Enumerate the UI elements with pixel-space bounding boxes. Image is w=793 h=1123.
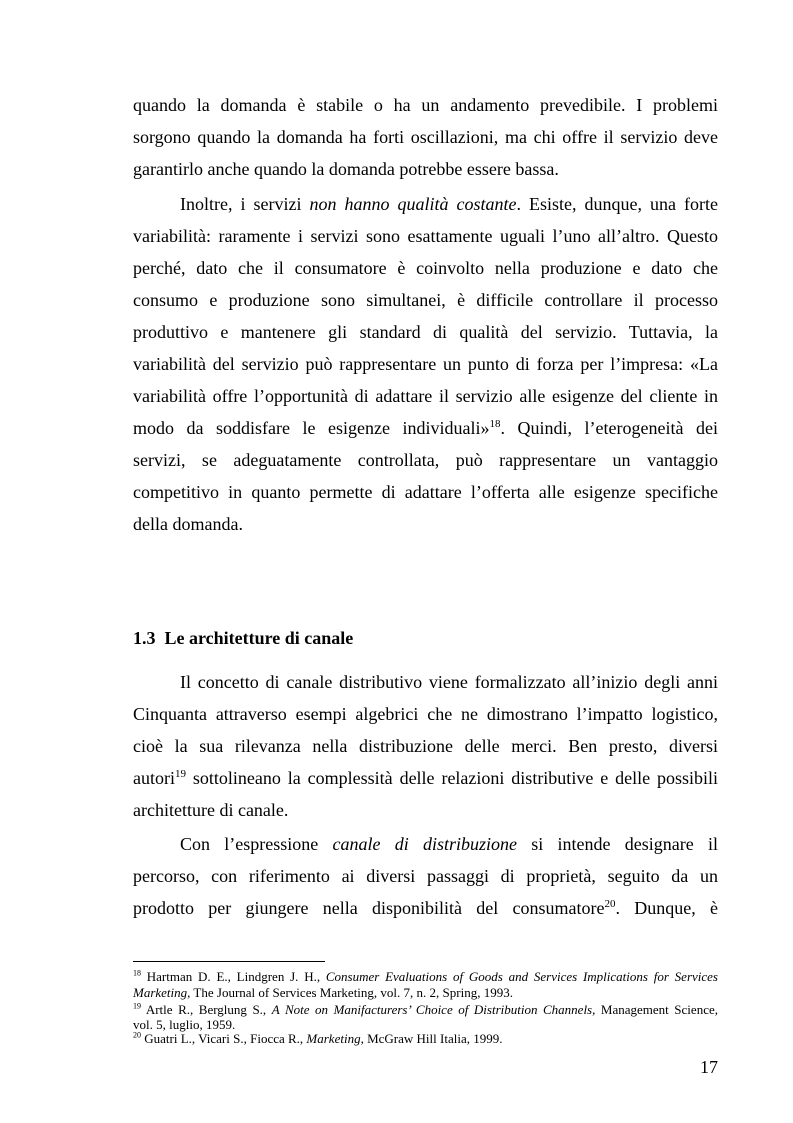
body-text-line: modo da soddisfare le esigenze individuali»$^{18}$. Quindi, l’eterogeneità dei bbox=[133, 418, 718, 438]
body-text-line: Il concetto di canale distributivo viene formalizzato all’inizio degli anni bbox=[180, 672, 718, 692]
section-title: Le architetture di canale bbox=[164, 628, 354, 648]
body-text-line: variabilità offre l’opportunità di adattare il servizio alle esigenze del cliente in bbox=[133, 386, 718, 406]
page-number: 17 bbox=[700, 1057, 718, 1077]
body-text-line: produttivo e mantenere gli standard di qualità del servizio. Tuttavia, la bbox=[133, 322, 718, 342]
body-text-line: competitivo in quanto permette di adattare l’offerta alle esigenze specifiche bbox=[133, 482, 718, 502]
footnote: $^{19}$ Artle R., Berglung S., A Note on Manifacturers’ Choice of Distribution Channels, Management Science, bbox=[133, 1001, 718, 1017]
section-number: 1.3 bbox=[133, 628, 156, 648]
body-text-line: della domanda. bbox=[133, 514, 243, 534]
emphasis-text: non hanno qualità costante bbox=[309, 194, 517, 214]
body-text-line: servizi, se adeguatamente controllata, può rappresentare un vantaggio bbox=[133, 450, 718, 470]
body-text-line: sorgono quando la domanda ha forti oscillazioni, ma chi offre il servizio deve bbox=[133, 127, 718, 147]
body-text-line: variabilità: raramente i servizi sono esattamente uguali l’uno all’altro. Questo bbox=[133, 226, 718, 246]
footnote-ref[interactable]: 19 bbox=[175, 768, 186, 780]
footnote: $^{18}$ Hartman D. E., Lindgren J. H., Consumer Evaluations of Goods and Services Implications for Services bbox=[133, 968, 718, 984]
body-text-line: percorso, con riferimento ai diversi passaggi di proprietà, seguito da un bbox=[133, 866, 718, 886]
footnote: Marketing, The Journal of Services Marketing, vol. 7, n. 2, Spring, 1993. bbox=[133, 985, 513, 1000]
footnote-ref[interactable]: 18 bbox=[489, 418, 501, 430]
body-text-line: architetture di canale. bbox=[133, 800, 289, 820]
body-text-line: autori$^{19}$ sottolineano la complessità delle relazioni distributive e delle possibili bbox=[133, 768, 718, 788]
body-text-line: garantirlo anche quando la domanda potrebbe essere bassa. bbox=[133, 159, 559, 179]
body-text-line: cioè la sua rilevanza nella distribuzione delle merci. Ben presto, diversi bbox=[133, 736, 718, 756]
body-text-line: variabilità del servizio può rappresentare un punto di forza per l’impresa: «La bbox=[133, 354, 718, 374]
footnote: $^{20}$ Guatri L., Vicari S., Fiocca R., Marketing, McGraw Hill Italia, 1999. bbox=[133, 1030, 503, 1046]
footnote: vol. 5, luglio, 1959. bbox=[133, 1017, 236, 1032]
body-text-line: perché, dato che il consumatore è coinvolto nella produzione e dato che bbox=[133, 258, 718, 278]
body-text-line: Inoltre, i servizi non hanno qualità costante. Esiste, dunque, una forte bbox=[180, 194, 718, 214]
body-text-line: Cinquanta attraverso esempi algebrici che ne dimostrano l’impatto logistico, bbox=[133, 704, 718, 724]
body-text-line: prodotto per giungere nella disponibilità del consumatore$^{20}$. Dunque, è bbox=[133, 898, 718, 918]
emphasis-text: canale di distribuzione bbox=[332, 834, 517, 854]
body-text-line: Con l’espressione canale di distribuzione si intende designare il bbox=[180, 834, 718, 854]
body-text-line: quando la domanda è stabile o ha un andamento prevedibile. I problemi bbox=[133, 95, 718, 115]
footnote-separator bbox=[133, 961, 325, 962]
footnote-ref[interactable]: 20 bbox=[604, 898, 616, 910]
body-text-line: consumo e produzione sono simultanei, è difficile controllare il processo bbox=[133, 290, 718, 310]
section-heading bbox=[133, 628, 353, 649]
